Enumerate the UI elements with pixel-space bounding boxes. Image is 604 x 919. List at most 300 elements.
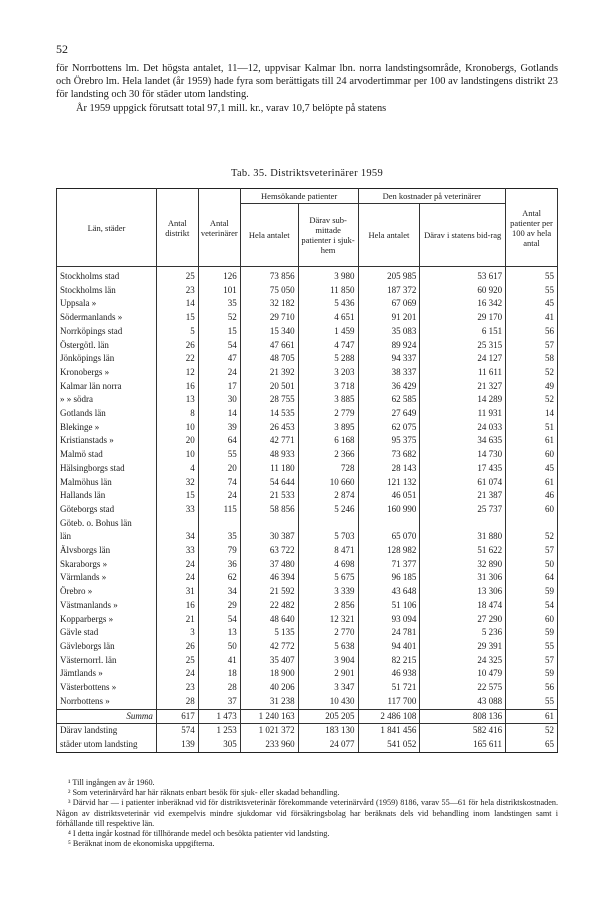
- cell-c1: 20: [156, 434, 198, 448]
- row-label: Kronobergs »: [57, 366, 157, 380]
- table-body: [57, 267, 558, 753]
- cell-c1: 139: [156, 738, 198, 752]
- cell-c7: 61: [506, 434, 558, 448]
- cell-c1: 574: [156, 724, 198, 738]
- row-label: län: [57, 530, 157, 544]
- row-label: städer utom landsting: [57, 738, 157, 752]
- footnote: ⁵ Beräknat inom de ekonomiska uppgifterna.: [68, 839, 215, 849]
- table-row: [57, 654, 558, 668]
- cell-c2: 36: [198, 558, 240, 572]
- cell-c7: 52: [506, 724, 558, 738]
- cell-c1: 22: [156, 352, 198, 366]
- cell-c3: 18 900: [240, 667, 298, 681]
- cell-c5: 38 337: [358, 366, 420, 380]
- cell-c2: 14: [198, 407, 240, 421]
- cell-c3: 28 755: [240, 393, 298, 407]
- table-row: [57, 352, 558, 366]
- row-label: Älvsborgs län: [57, 544, 157, 558]
- cell-c7: 55: [506, 695, 558, 709]
- cell-c7: 57: [506, 654, 558, 668]
- cell-c5: 541 052: [358, 738, 420, 752]
- table-row: [57, 695, 558, 709]
- cell-c2: 28: [198, 681, 240, 695]
- table-row: [57, 585, 558, 599]
- cell-c4: 183 130: [298, 724, 358, 738]
- cell-c2: [198, 517, 240, 531]
- cell-c3: 54 644: [240, 476, 298, 490]
- cell-c3: 73 856: [240, 267, 298, 284]
- cell-c1: 10: [156, 421, 198, 435]
- row-label: Jämtlands »: [57, 667, 157, 681]
- header-besok-darav: Därav sub-mittade patienter i sjuk-hem: [298, 204, 358, 267]
- cell-c4: 3 885: [298, 393, 358, 407]
- cell-c6: 43 088: [420, 695, 506, 709]
- cell-c1: 33: [156, 503, 198, 517]
- cell-c4: 205 205: [298, 709, 358, 724]
- cell-c1: 4: [156, 462, 198, 476]
- table-row: [57, 311, 558, 325]
- cell-c4: 10 430: [298, 695, 358, 709]
- cell-c3: 48 705: [240, 352, 298, 366]
- cell-c2: 18: [198, 667, 240, 681]
- cell-c6: 16 342: [420, 297, 506, 311]
- cell-c5: 62 585: [358, 393, 420, 407]
- cell-c3: 30 387: [240, 530, 298, 544]
- cell-c3: 32 182: [240, 297, 298, 311]
- cell-c6: 60 920: [420, 284, 506, 298]
- header-besok-hela: Hela antalet: [240, 204, 298, 267]
- cell-c4: 5 436: [298, 297, 358, 311]
- row-label: Hälsingborgs stad: [57, 462, 157, 476]
- cell-c7: 52: [506, 366, 558, 380]
- table-row: [57, 626, 558, 640]
- cell-c7: 60: [506, 613, 558, 627]
- veterinary-table: [56, 188, 558, 753]
- cell-c5: 46 938: [358, 667, 420, 681]
- cell-c4: 2 901: [298, 667, 358, 681]
- row-label: Kopparbergs »: [57, 613, 157, 627]
- cell-c2: 74: [198, 476, 240, 490]
- cell-c7: 61: [506, 709, 558, 724]
- cell-c3: 15 340: [240, 325, 298, 339]
- cell-c1: 26: [156, 640, 198, 654]
- cell-c2: 30: [198, 393, 240, 407]
- cell-c3: 14 535: [240, 407, 298, 421]
- cell-c5: 93 094: [358, 613, 420, 627]
- cell-c7: 46: [506, 489, 558, 503]
- row-label: Malmöhus län: [57, 476, 157, 490]
- cell-c2: 13: [198, 626, 240, 640]
- cell-c2: 126: [198, 267, 240, 284]
- cell-c5: 91 201: [358, 311, 420, 325]
- intro-text: [56, 62, 558, 115]
- cell-c4: 5 703: [298, 530, 358, 544]
- row-label: Malmö stad: [57, 448, 157, 462]
- cell-c4: 5 288: [298, 352, 358, 366]
- cell-c4: 5 675: [298, 571, 358, 585]
- header-kostnader-group: Den kostnader på veterinärer: [358, 189, 506, 204]
- cell-c4: 4 747: [298, 339, 358, 353]
- cell-c5: 94 401: [358, 640, 420, 654]
- cell-c2: 50: [198, 640, 240, 654]
- footnote: ³ Därvid har — i patienter inberäknad vid för distriktsveterinär förekommande veterinärvård (1959) 8186, varav 55—61 för hela distriktskostnaden. Någon av distriktsveterinär vid exempelvis mindre sjukdomar vid försäkringsbolag har beräknats dels vid behandling inom landstingen samt i förhållande till respektive län.: [56, 798, 558, 828]
- cell-c5: 51 106: [358, 599, 420, 613]
- cell-c5: 65 070: [358, 530, 420, 544]
- cell-c6: 61 074: [420, 476, 506, 490]
- cell-c6: 14 289: [420, 393, 506, 407]
- cell-c5: 43 648: [358, 585, 420, 599]
- cell-c2: 1 473: [198, 709, 240, 724]
- cell-c4: 6 168: [298, 434, 358, 448]
- cell-c4: 4 651: [298, 311, 358, 325]
- cell-c7: 45: [506, 462, 558, 476]
- cell-c7: 58: [506, 352, 558, 366]
- cell-c3: 37 480: [240, 558, 298, 572]
- cell-c1: 12: [156, 366, 198, 380]
- cell-c5: 1 841 456: [358, 724, 420, 738]
- row-label: Göteborgs stad: [57, 503, 157, 517]
- cell-c1: 14: [156, 297, 198, 311]
- cell-c6: 29 170: [420, 311, 506, 325]
- cell-c7: 57: [506, 339, 558, 353]
- table-title: Tab. 35. Distriktsveterinärer 1959: [230, 168, 384, 179]
- table-row: [57, 366, 558, 380]
- row-label: Kalmar län norra: [57, 380, 157, 394]
- cell-c1: 24: [156, 667, 198, 681]
- cell-c4: 3 203: [298, 366, 358, 380]
- cell-c7: 59: [506, 667, 558, 681]
- cell-c4: 5 246: [298, 503, 358, 517]
- row-label: Norrköpings stad: [57, 325, 157, 339]
- table-row: [57, 517, 558, 531]
- table-row: [57, 613, 558, 627]
- cell-c5: 160 990: [358, 503, 420, 517]
- cell-c2: 20: [198, 462, 240, 476]
- table-row: [57, 599, 558, 613]
- cell-c3: 1 021 372: [240, 724, 298, 738]
- cell-c7: 60: [506, 448, 558, 462]
- cell-c1: 28: [156, 695, 198, 709]
- cell-c7: 64: [506, 571, 558, 585]
- cell-c3: 40 206: [240, 681, 298, 695]
- table-row: [57, 421, 558, 435]
- cell-c6: 27 290: [420, 613, 506, 627]
- cell-c1: 15: [156, 489, 198, 503]
- cell-c5: 51 721: [358, 681, 420, 695]
- cell-c7: 59: [506, 626, 558, 640]
- cell-c1: 34: [156, 530, 198, 544]
- footnote: ² Som veterinärvård har här räknats enbart besök för sjuk- eller skadad behandling.: [68, 788, 340, 798]
- cell-c6: 21 387: [420, 489, 506, 503]
- cell-c6: 11 611: [420, 366, 506, 380]
- table-row: [57, 709, 558, 724]
- row-label: Gävleborgs län: [57, 640, 157, 654]
- table-row: [57, 297, 558, 311]
- cell-c6: [420, 517, 506, 531]
- cell-c3: 31 238: [240, 695, 298, 709]
- footnote: ⁴ I detta ingår kostnad för tillhörande medel och besökta patienter vid landsting.: [68, 829, 330, 839]
- cell-c2: 35: [198, 530, 240, 544]
- row-label: Norrbottens »: [57, 695, 157, 709]
- cell-c5: 117 700: [358, 695, 420, 709]
- cell-c2: 62: [198, 571, 240, 585]
- table-row: [57, 530, 558, 544]
- cell-c6: 22 575: [420, 681, 506, 695]
- row-label: Uppsala »: [57, 297, 157, 311]
- cell-c1: 32: [156, 476, 198, 490]
- cell-c5: 2 486 108: [358, 709, 420, 724]
- table-row: [57, 724, 558, 738]
- cell-c7: [506, 517, 558, 531]
- cell-c1: 31: [156, 585, 198, 599]
- cell-c7: 52: [506, 393, 558, 407]
- cell-c6: 11 931: [420, 407, 506, 421]
- cell-c4: 12 321: [298, 613, 358, 627]
- cell-c5: 121 132: [358, 476, 420, 490]
- table-row: [57, 339, 558, 353]
- cell-c2: 17: [198, 380, 240, 394]
- header-kostnad-darav: Därav i statens bid-rag: [420, 204, 506, 267]
- cell-c3: 48 640: [240, 613, 298, 627]
- cell-c1: 25: [156, 267, 198, 284]
- cell-c4: 2 874: [298, 489, 358, 503]
- cell-c5: 89 924: [358, 339, 420, 353]
- cell-c4: 4 698: [298, 558, 358, 572]
- cell-c5: 24 781: [358, 626, 420, 640]
- header-antal-distrikt: Antal distrikt: [156, 189, 198, 267]
- cell-c1: 5: [156, 325, 198, 339]
- cell-c6: 29 391: [420, 640, 506, 654]
- cell-c3: 42 772: [240, 640, 298, 654]
- row-label: Östergötl. län: [57, 339, 157, 353]
- cell-c2: 24: [198, 366, 240, 380]
- cell-c1: 21: [156, 613, 198, 627]
- header-kostnad-hela: Hela antalet: [358, 204, 420, 267]
- cell-c6: 14 730: [420, 448, 506, 462]
- cell-c6: 31 306: [420, 571, 506, 585]
- cell-c3: [240, 517, 298, 531]
- row-label: Värmlands »: [57, 571, 157, 585]
- table-row: [57, 434, 558, 448]
- header-antal-veterinarer: Antal veterinärer: [198, 189, 240, 267]
- table-row: [57, 476, 558, 490]
- cell-c6: 582 416: [420, 724, 506, 738]
- row-label: Därav landsting: [57, 724, 157, 738]
- cell-c2: 54: [198, 613, 240, 627]
- cell-c3: 21 533: [240, 489, 298, 503]
- cell-c6: 808 136: [420, 709, 506, 724]
- cell-c3: 63 722: [240, 544, 298, 558]
- cell-c3: 11 180: [240, 462, 298, 476]
- table-row: [57, 640, 558, 654]
- cell-c7: 56: [506, 325, 558, 339]
- cell-c1: 23: [156, 284, 198, 298]
- row-label: Västmanlands »: [57, 599, 157, 613]
- cell-c2: 15: [198, 325, 240, 339]
- cell-c1: 16: [156, 380, 198, 394]
- cell-c2: 34: [198, 585, 240, 599]
- cell-c4: 2 366: [298, 448, 358, 462]
- cell-c6: 25 737: [420, 503, 506, 517]
- cell-c3: 21 592: [240, 585, 298, 599]
- row-label: Västerbottens »: [57, 681, 157, 695]
- table-row: [57, 667, 558, 681]
- table-row: [57, 681, 558, 695]
- cell-c1: 33: [156, 544, 198, 558]
- cell-c5: 62 075: [358, 421, 420, 435]
- cell-c5: [358, 517, 420, 531]
- cell-c6: 13 306: [420, 585, 506, 599]
- table-row: [57, 393, 558, 407]
- cell-c6: 34 635: [420, 434, 506, 448]
- statistics-table: [56, 188, 558, 753]
- cell-c3: 29 710: [240, 311, 298, 325]
- cell-c7: 41: [506, 311, 558, 325]
- cell-c3: 233 960: [240, 738, 298, 752]
- row-label: Västernorrl. län: [57, 654, 157, 668]
- table-row: [57, 407, 558, 421]
- cell-c5: 95 375: [358, 434, 420, 448]
- cell-c4: 728: [298, 462, 358, 476]
- row-label: Summa: [57, 709, 157, 724]
- cell-c5: 96 185: [358, 571, 420, 585]
- cell-c7: 60: [506, 503, 558, 517]
- cell-c2: 24: [198, 489, 240, 503]
- cell-c1: 25: [156, 654, 198, 668]
- cell-c1: 16: [156, 599, 198, 613]
- row-label: Gävle stad: [57, 626, 157, 640]
- cell-c6: 21 327: [420, 380, 506, 394]
- cell-c5: 46 051: [358, 489, 420, 503]
- table-row: [57, 267, 558, 284]
- cell-c1: 13: [156, 393, 198, 407]
- cell-c6: 18 474: [420, 599, 506, 613]
- cell-c7: 65: [506, 738, 558, 752]
- cell-c2: 52: [198, 311, 240, 325]
- header-besok-group: Hemsökande patienter: [240, 189, 358, 204]
- cell-c7: 54: [506, 599, 558, 613]
- cell-c4: 24 077: [298, 738, 358, 752]
- cell-c6: 31 880: [420, 530, 506, 544]
- cell-c7: 49: [506, 380, 558, 394]
- footnote: ¹ Till ingången av år 1960.: [68, 778, 155, 787]
- cell-c4: [298, 517, 358, 531]
- cell-c2: 64: [198, 434, 240, 448]
- cell-c1: [156, 517, 198, 531]
- cell-c6: 6 151: [420, 325, 506, 339]
- cell-c1: 26: [156, 339, 198, 353]
- row-label: Hallands län: [57, 489, 157, 503]
- cell-c7: 61: [506, 476, 558, 490]
- footnotes: [56, 778, 558, 849]
- table-row: [57, 284, 558, 298]
- cell-c4: 3 895: [298, 421, 358, 435]
- row-label: Stockholms stad: [57, 267, 157, 284]
- cell-c4: 10 660: [298, 476, 358, 490]
- cell-c6: 24 033: [420, 421, 506, 435]
- cell-c3: 1 240 163: [240, 709, 298, 724]
- intro-paragraph: År 1959 uppgick förutsatt total 97,1 mill. kr., varav 10,7 belöpte på statens: [76, 102, 387, 114]
- cell-c5: 35 083: [358, 325, 420, 339]
- cell-c2: 37: [198, 695, 240, 709]
- cell-c3: 48 933: [240, 448, 298, 462]
- table-row: [57, 462, 558, 476]
- cell-c5: 73 682: [358, 448, 420, 462]
- table-row: [57, 448, 558, 462]
- cell-c7: 50: [506, 558, 558, 572]
- cell-c5: 27 649: [358, 407, 420, 421]
- cell-c4: 3 339: [298, 585, 358, 599]
- header-antal-patienter: Antal patienter per 100 av hela antal: [506, 189, 558, 267]
- cell-c3: 22 482: [240, 599, 298, 613]
- row-label: Kristianstads »: [57, 434, 157, 448]
- cell-c5: 82 215: [358, 654, 420, 668]
- cell-c3: 47 661: [240, 339, 298, 353]
- table-row: [57, 489, 558, 503]
- row-label: Göteb. o. Bohus län: [57, 517, 157, 531]
- cell-c6: 24 127: [420, 352, 506, 366]
- cell-c4: 2 779: [298, 407, 358, 421]
- cell-c3: 46 394: [240, 571, 298, 585]
- cell-c7: 55: [506, 267, 558, 284]
- page-number: 52: [56, 42, 68, 56]
- row-label: Jönköpings län: [57, 352, 157, 366]
- cell-c3: 35 407: [240, 654, 298, 668]
- cell-c7: 52: [506, 530, 558, 544]
- cell-c1: 8: [156, 407, 198, 421]
- cell-c7: 56: [506, 681, 558, 695]
- cell-c6: 5 236: [420, 626, 506, 640]
- cell-c4: 5 638: [298, 640, 358, 654]
- cell-c2: 115: [198, 503, 240, 517]
- intro-paragraph: för Norrbottens lm. Det högsta antalet, 11—12, uppvisar Kalmar lbn. norra landstingsområde, Kronobergs, Gotlands och Örebro lm. Hela landet (år 1959) hade fyra som berättigats till 24 arvodertimmar per 100 av landstingens distrikt 23 för landsting och 30 för städer utom landsting.: [56, 63, 558, 101]
- cell-c6: 32 890: [420, 558, 506, 572]
- row-label: Södermanlands »: [57, 311, 157, 325]
- cell-c5: 94 337: [358, 352, 420, 366]
- row-label: Skaraborgs »: [57, 558, 157, 572]
- table-row: [57, 380, 558, 394]
- cell-c6: 51 622: [420, 544, 506, 558]
- cell-c5: 205 985: [358, 267, 420, 284]
- cell-c7: 45: [506, 297, 558, 311]
- cell-c4: 2 856: [298, 599, 358, 613]
- cell-c6: 24 325: [420, 654, 506, 668]
- cell-c5: 187 372: [358, 284, 420, 298]
- row-label: Blekinge »: [57, 421, 157, 435]
- table-row: [57, 544, 558, 558]
- cell-c5: 128 982: [358, 544, 420, 558]
- cell-c5: 67 069: [358, 297, 420, 311]
- cell-c2: 79: [198, 544, 240, 558]
- cell-c1: 24: [156, 571, 198, 585]
- cell-c2: 55: [198, 448, 240, 462]
- cell-c1: 10: [156, 448, 198, 462]
- cell-c3: 75 050: [240, 284, 298, 298]
- cell-c2: 29: [198, 599, 240, 613]
- cell-c4: 3 347: [298, 681, 358, 695]
- cell-c1: 617: [156, 709, 198, 724]
- cell-c4: 2 770: [298, 626, 358, 640]
- cell-c3: 42 771: [240, 434, 298, 448]
- cell-c6: 25 315: [420, 339, 506, 353]
- cell-c4: 3 718: [298, 380, 358, 394]
- cell-c3: 26 453: [240, 421, 298, 435]
- cell-c1: 15: [156, 311, 198, 325]
- cell-c5: 36 429: [358, 380, 420, 394]
- cell-c2: 41: [198, 654, 240, 668]
- cell-c1: 3: [156, 626, 198, 640]
- row-label: » » södra: [57, 393, 157, 407]
